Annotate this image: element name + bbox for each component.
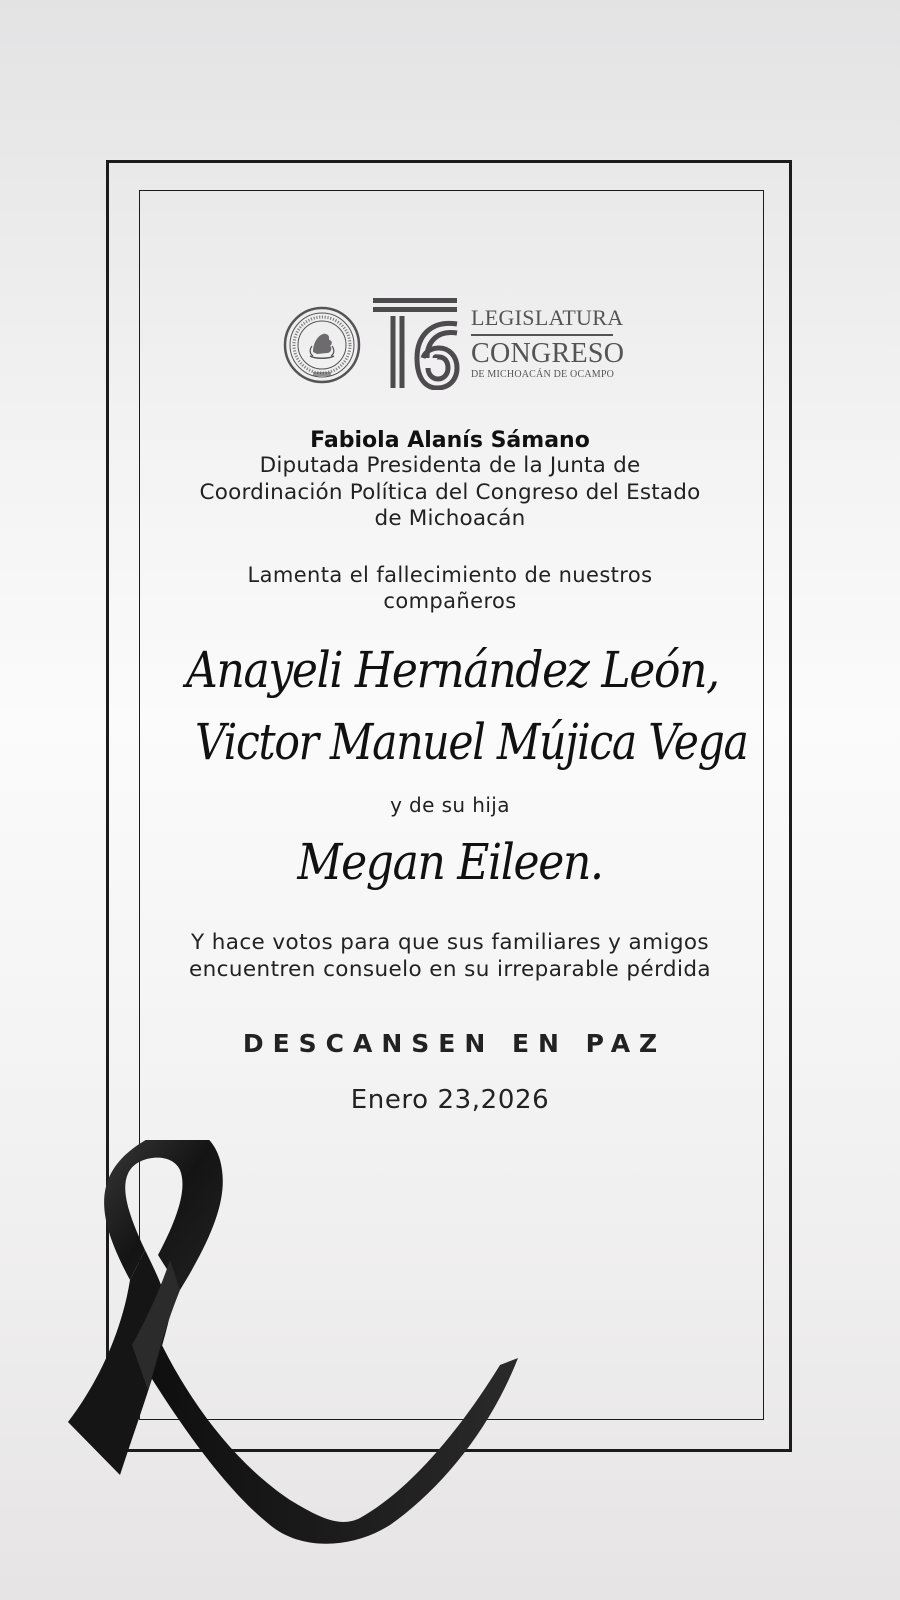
rest-in-peace-heading: DESCANSEN EN PAZ bbox=[242, 1029, 667, 1058]
mourning-ribbon-icon bbox=[60, 1140, 530, 1560]
lament-line: compañeros bbox=[383, 589, 517, 613]
logo-congreso: CONGRESO bbox=[471, 337, 625, 369]
sender-position-line: Diputada Presidenta de la Junta de bbox=[259, 453, 641, 478]
logo-wordmark bbox=[471, 306, 624, 381]
deceased-name-1: Anayeli Hernández León, bbox=[186, 641, 719, 699]
sender-position bbox=[150, 453, 750, 533]
wishes-line: Y hace votos para que sus familiares y amigos bbox=[190, 930, 710, 955]
logo-legislatura: LEGISLATURA bbox=[471, 305, 624, 330]
daughter-intro: y de su hija bbox=[390, 793, 510, 817]
sender-position-line: de Michoacán bbox=[374, 506, 526, 531]
sender-name: Fabiola Alanís Sámano bbox=[310, 428, 590, 453]
lament-line: Lamenta el fallecimiento de nuestros bbox=[247, 563, 653, 587]
condolence-wishes bbox=[150, 930, 750, 983]
legislature-76-mark bbox=[371, 296, 461, 390]
logo-divider bbox=[471, 334, 613, 336]
national-seal-icon bbox=[283, 306, 361, 384]
date-text: Enero 23,2026 bbox=[350, 1085, 550, 1115]
congress-logo bbox=[283, 296, 623, 392]
wishes-line: encuentren consuelo en su irreparable pérdida bbox=[189, 956, 711, 982]
lament-message bbox=[150, 562, 750, 614]
daughter-name: Megan Eileen. bbox=[297, 833, 603, 891]
logo-state: DE MICHOACÁN DE OCAMPO bbox=[471, 368, 615, 380]
sender-position-line: Coordinación Política del Congreso del Estado bbox=[199, 479, 701, 505]
deceased-name-2: Victor Manuel Mújica Vega bbox=[195, 713, 748, 771]
